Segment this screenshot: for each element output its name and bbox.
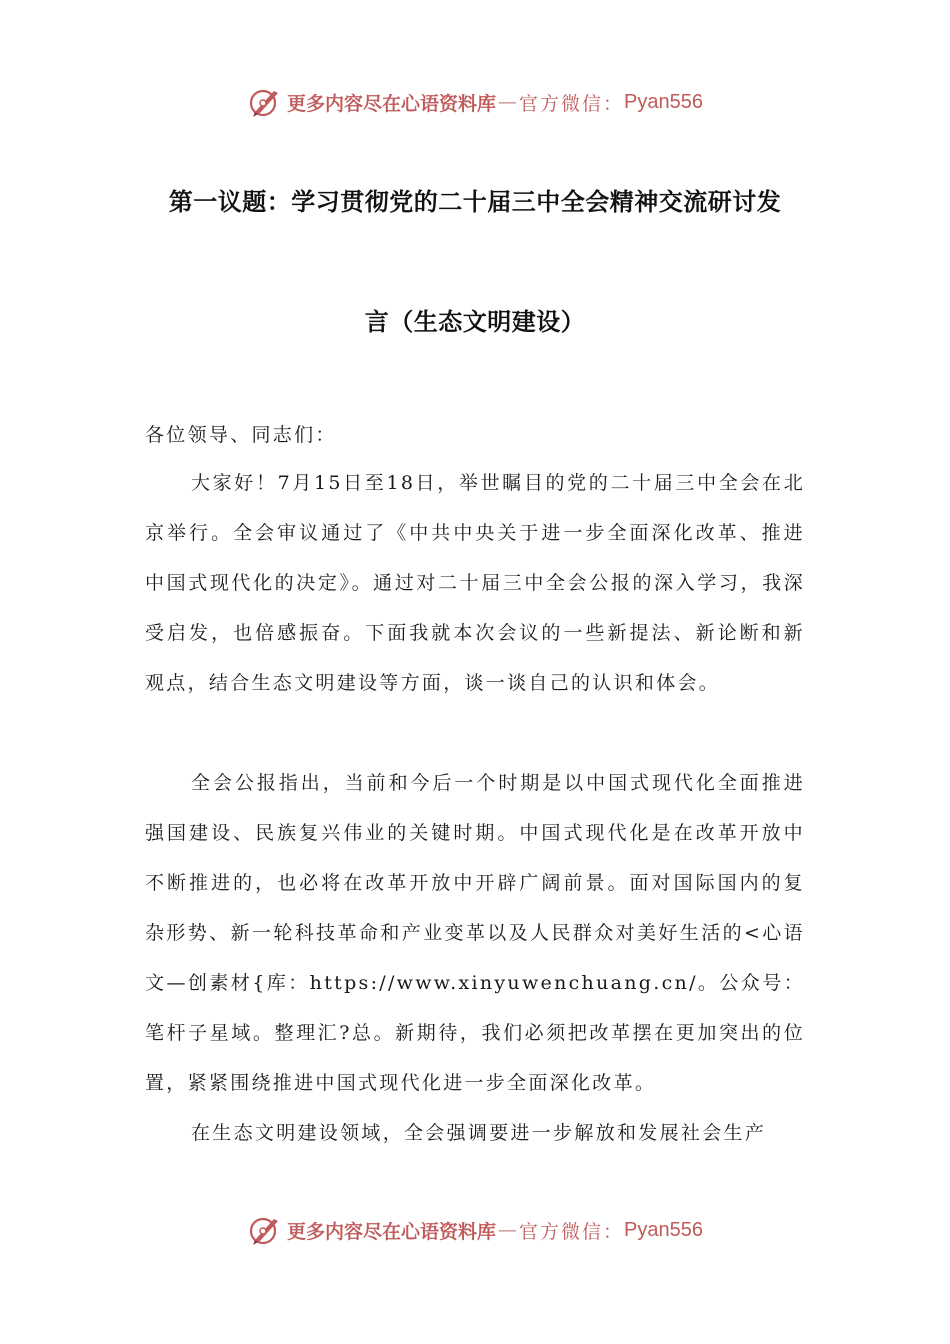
banner-wechat-label: 官方微信： xyxy=(519,1220,625,1243)
banner-wechat-id: Pyan556 xyxy=(624,90,703,113)
banner-brand: 更多内容尽在心语资料库 xyxy=(287,1220,497,1243)
paragraph: 全会公报指出，当前和今后一个时期是以中国式现代化全面推进强国建设、民族复兴伟业的关键时期。中国式现代化是在改革开放中不断推进的，也必将在改革开放中开辟广阔前景。面对国际国内的复杂形势、新一轮科技革命和产业变革以及人民群众对美好生活的<心语文—创素材{库：https://www.xinyuwenchuang.cn/。公众号：笔杆子星域。整理汇?总。新期待，我们必须把改革摆在更加突出的位置，紧紧围绕推进中国式现代化进一步全面深化改革。 xyxy=(145,772,805,1094)
footer-banner xyxy=(0,1208,950,1252)
banner-brand: 更多内容尽在心语资料库 xyxy=(287,92,497,115)
banner-separator: — xyxy=(498,91,518,113)
paragraph: 大家好！7月15日至18日，举世瞩目的党的二十届三中全会在北京举行。全会审议通过了《中共中央关于进一步全面深化改革、推进中国式现代化的决定》。通过对二十届三中全会公报的深入学习，我深受启发，也倍感振奋。下面我就本次会议的一些新提法、新论断和新观点，结合生态文明建设等方面，谈一谈自己的认识和体会。 xyxy=(145,472,805,694)
pen-logo-icon xyxy=(247,1212,283,1248)
document-title-line-1: 第一议题：学习贯彻党的二十届三中全会精神交流研讨发 xyxy=(168,188,782,216)
header-banner xyxy=(0,80,950,124)
document-title-line-2: 言（生态文明建设） xyxy=(364,308,586,336)
banner-wechat-id: Pyan556 xyxy=(624,1218,703,1241)
greeting: 各位领导、同志们： xyxy=(145,424,337,446)
paragraph: 在生态文明建设领域，全会强调要进一步解放和发展社会生产 xyxy=(191,1122,767,1144)
banner-wechat-label: 官方微信： xyxy=(519,92,625,115)
pen-logo-icon xyxy=(247,84,283,120)
banner-separator: — xyxy=(498,1219,518,1241)
